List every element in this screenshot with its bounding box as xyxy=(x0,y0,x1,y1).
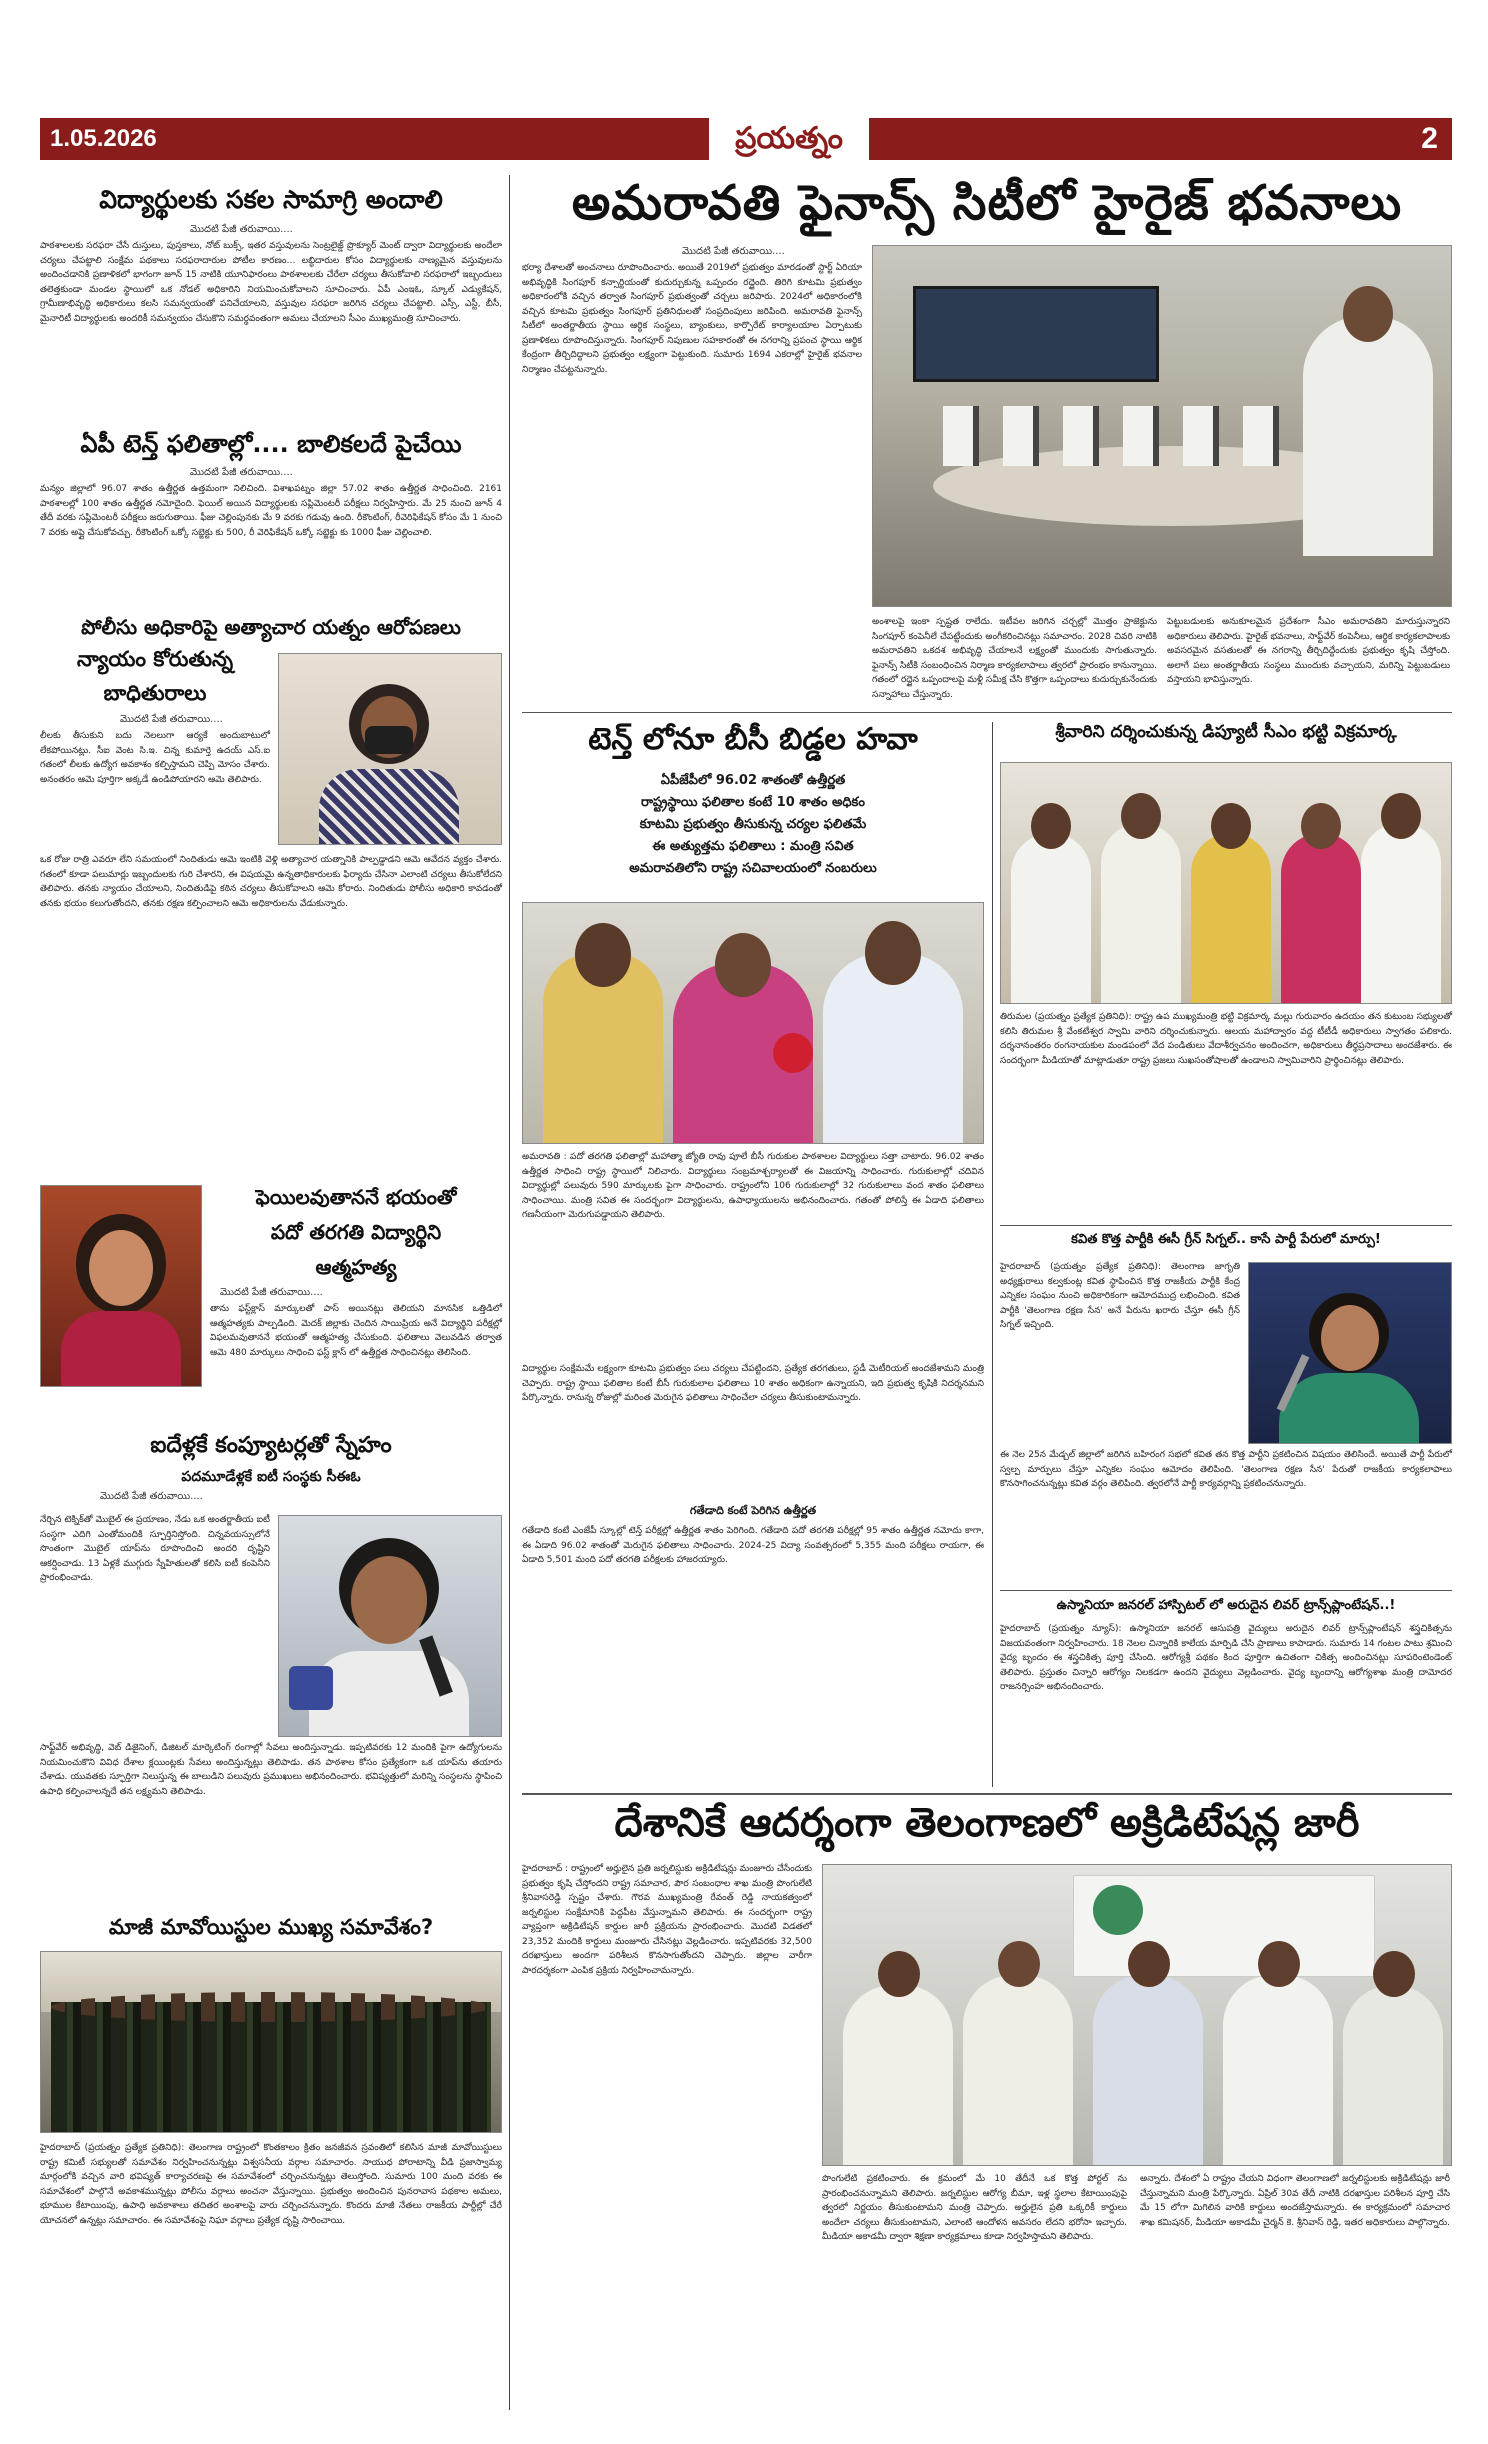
article-police-allegation xyxy=(40,615,502,1175)
accreditation-event-photo xyxy=(822,1864,1452,2166)
headline: మాజీ మావోయిస్టుల ముఖ్య సమావేశం? xyxy=(108,1915,434,1939)
article-body: అమరావతి : పదో తరగతి ఫలితాల్లో మహాత్మా జ్యోతి రావు పూలే బీసీ గురుకుల పాఠశాలల విద్యార్థులు సత్తా చాటారు. 96.02 శాతం ఉత్తీర్ణత సాధించి రాష్ట్ర స్థాయిలో నిలిచారు. విద్యార్థులు సంబ్రమాశ్చర్యాలతో ఈ విజయాన్ని సాధించారు. గురుకులాల్లో చదివిన విద్యార్థుల్లో పలువురు 590 మార్కులకు పైగా సాధించారు. రాష్ట్రంలోని 106 గురుకులాల్లో 32 గురుకులాలు వంద శాతం ఫలితాలు సాధించాయి. మంత్రి సవిత ఈ సందర్భంగా విద్యార్థులను, ఉపాధ్యాయులను అభినందించారు. గతంతో పోలిస్తే ఈ ఏడాది ఫలితాలు గణనీయంగా మెరుగుపడ్డాయని తెలిపారు. xyxy=(522,1152,984,1220)
article-students-supplies xyxy=(40,185,502,326)
article-body: ఈ నెల 25న మేడ్చల్ జిల్లాలో జరిగిన బహిరంగ సభలో కవిత తన కొత్త పార్టీని ప్రకటించిన విషయం తెలిసిందే. అయితే పార్టీ పేరులో స్వల్ప మార్పులు చేస్తూ ఎన్నికల సంఘం ఆమోదం తెలిపింది. 'తెలంగాణ రక్షణ సేన' పేరుతో రాజకీయ కార్యకలాపాలు కొనసాగించనున్నట్లు కవిత వర్గం తెలిపింది. త్వరలోనే పార్టీ కార్యవర్గాన్ని ప్రకటించనున్నారు. xyxy=(1000,1450,1452,1489)
subheadline: బాధితురాలు xyxy=(103,681,207,705)
article-body: పొంగులేటి ప్రకటించారు. ఈ క్రమంలో మే 10 తేదీనే ఒక కొత్త పోర్టల్ ను ప్రారంభించనున్నామని తెలిపారు. జర్నలిస్టుల ఆరోగ్య బీమా, ఇళ్ల స్థలాల కేటాయింపుపై త్వరలో నిర్ణయం తీసుకుంటామని మంత్రి చెప్పారు. అర్హులైన ప్రతి ఒక్కరికీ కార్డులు అందేలా చర్యలు తీసుకుంటామని, ఎలాంటి ఆందోళన అవసరం లేదని భరోసా ఇచ్చారు. మీడియా అకాడమీ ద్వారా శిక్షణా కార్యక్రమాలు కూడా నిర్వహిస్తామని తెలిపారు. xyxy=(822,2174,1127,2242)
continued-label: మొదటి పేజీ తరువాయి.... xyxy=(682,246,785,257)
boy-ceo-photo xyxy=(278,1515,502,1737)
maoists-group-photo xyxy=(40,1951,502,2133)
headline: టెన్త్ లోనూ బీసీ బిడ్డల హవా xyxy=(588,722,918,757)
issue-date: 1.05.2026 xyxy=(50,125,157,152)
article-body: ఒక రోజు రాత్రి ఎవరూ లేని సమయంలో నిందితుడు ఆమె ఇంటికి వెళ్లి అత్యాచార యత్నానికి పాల్పడ్డాడని ఆమె ఆవేదన వ్యక్తం చేశారు. గతంలో కూడా పలుమార్లు ఇబ్బందులకు గురి చేశారని, ఈ విషయమై ఉన్నతాధికారులకు ఫిర్యాదు చేసినా ఎలాంటి చర్యలు తీసుకోలేదని తెలిపారు. తనకు న్యాయం చేయాలని, నిందితుడిపై కఠిన చర్యలు తీసుకోవాలని ఆమె కోరారు. నిందితుడు పోలీసు అధికారి కావడంతో తనకు భయం కలుగుతోందని, తనకు రక్షణ కల్పించాలని ఆమె అధికారులను వేడుకున్నారు. xyxy=(40,855,502,909)
article-body: పెట్టుబడులకు అనుకూలమైన ప్రదేశంగా సీఎం అమరావతిని మారుస్తున్నారని అధికారులు తెలిపారు. హైరైజ్ భవనాలు, సాఫ్ట్‌వేర్ కంపెనీలు, ఆర్థిక కార్యకలాపాలకు అవసరమైన వసతులతో ఈ నగరాన్ని తీర్చిదిద్దేందుకు ప్రభుత్వం కృషి చేస్తోంది. అలాగే పలు అంతర్జాతీయ సంస్థలు ముందుకు వచ్చాయని, మరిన్ని పెట్టుబడులు వస్తాయని భావిస్తున్నారు. xyxy=(1167,617,1450,685)
continued-label: మొదటి పేజీ తరువాయి.... xyxy=(220,1287,323,1298)
tirumala-visit-photo xyxy=(1000,762,1452,1004)
continued-label: మొదటి పేజీ తరువాయి.... xyxy=(100,1491,203,1502)
victim-photo xyxy=(278,653,502,845)
meeting-photo xyxy=(872,245,1452,607)
article-liver-transplant xyxy=(1000,1598,1452,1788)
left-column xyxy=(40,175,502,2410)
continued-label: మొదటి పేజీ తరువాయి.... xyxy=(190,224,293,235)
article-body: హైదరాబాద్ : రాష్ట్రంలో అర్హులైన ప్రతి జర్నలిస్టుకు అక్రిడిటేషన్లు మంజూరు చేసేందుకు ప్రభుత్వం కృషి చేస్తోందని రాష్ట్ర సమాచార, పౌర సంబంధాల శాఖ మంత్రి పొంగులేటి శ్రీనివాసరెడ్డి స్పష్టం చేశారు. గౌరవ ముఖ్యమంత్రి రేవంత్ రెడ్డి నాయకత్వంలో జర్నలిస్టుల సంక్షేమానికి పెద్దపీట వేస్తున్నామని తెలిపారు. ఈ సందర్భంగా రాష్ట్ర వ్యాప్తంగా అక్రిడిటేషన్ కార్డుల జారీ ప్రక్రియను ప్రారంభించారు. మొదటి విడతలో 23,352 మందికి కార్డులు మంజూరు చేసినట్లు వెల్లడించారు. ఇప్పటివరకు 32,500 దరఖాస్తులు అందగా పరిశీలన కొనసాగుతోందని చెప్పారు. జిల్లాల వారీగా పారదర్శకంగా ఎంపిక ప్రక్రియ నిర్వహించామన్నారు. xyxy=(522,1864,812,1976)
article-ex-maoists xyxy=(40,1915,502,2410)
article-body: భర్యా దేశాలతో అంచనాలు రూపొందించారు. అయితే 2019లో ప్రభుత్వం మారడంతో స్టార్ట్ ఏరియా అభివృద్ధికి సింగపూర్ కన్సార్టియంతో కుదుర్చుకున్న ఒప్పందం రద్దైంది. తిరిగి కూటమి ప్రభుత్వం అధికారంలోకి వచ్చిన తర్వాత సింగపూర్ ప్రభుత్వంతో చర్చలు జరిపారు. 2024లో అధికారంలోకి వచ్చిన కూటమి ప్రభుత్వం సింగపూర్ ప్రతినిధులతో సంప్రదింపులు జరిపింది. అమరావతి ఫైనాన్స్ సిటీలో అంతర్జాతీయ స్థాయి ఆర్థిక సంస్థలు, బ్యాంకులు, కార్పొరేట్ కార్యాలయాల ఏర్పాటుకు ప్రణాళికలు రూపొందిస్తున్నారు. సింగపూర్ నిపుణుల సహకారంతో ఈ నగరాన్ని ప్రపంచ స్థాయి ఆర్థిక కేంద్రంగా తీర్చిదిద్దాలని ప్రభుత్వం లక్ష్యంగా పెట్టుకుంది. సుమారు 1694 ఎకరాల్లో హైరైజ్ భవనాల నిర్మాణం చేపట్టనున్నారు. xyxy=(522,263,862,375)
article-body: హైదరాబాద్ (ప్రయత్నం న్యూస్): ఉస్మానియా జనరల్ ఆసుపత్రి వైద్యులు అరుదైన లివర్ ట్రాన్స్‌ప్లాంటేషన్ శస్త్రచికిత్సను విజయవంతంగా నిర్వహించారు. 18 నెలల చిన్నారికి కాలేయ మార్పిడి చేసి ప్రాణాలు కాపాడారు. సుమారు 14 గంటల పాటు శ్రమించి వైద్య బృందం ఈ శస్త్రచికిత్స పూర్తి చేసింది. ఆరోగ్యశ్రీ పథకం కింద పూర్తిగా ఉచితంగా చికిత్స అందించినట్లు సూపరింటెండెంట్ తెలిపారు. ప్రస్తుతం చిన్నారి ఆరోగ్యం నిలకడగా ఉందని వైద్యులు వెల్లడించారు. వైద్య బృందాన్ని ఆరోగ్యశాఖ మంత్రి దామోదర రాజనర్సింహ అభినందించారు. xyxy=(1000,1624,1452,1692)
headline: ఏపీ టెన్త్ ఫలితాల్లో.... బాలికలదే పైచేయి xyxy=(80,430,462,458)
student-photo xyxy=(40,1185,202,1387)
headline: ఉస్మానియా జనరల్ హాస్పిటల్ లో అరుదైన లివర్ ట్రాన్స్‌ప్లాంటేషన్..! xyxy=(1056,1598,1396,1613)
headline: పోలీసు అధికారిపై అత్యాచార యత్నం ఆరోపణలు xyxy=(81,615,461,639)
section-divider xyxy=(522,1793,1452,1795)
headline-line: పదో తరగతి విద్యార్థిని xyxy=(270,1220,442,1244)
article-body-side: లీలకు తీసుకుని బదు నెలలుగా ఆర్యకే అందుబాటులో లేకపోయినట్లు. సీఐ వెంట సి.ఇ. చిన్న కుమార్తె ఉదయ్ ఎస్.ఐ గతంలో లీలకు ఉద్యోగ అవకాశం కల్పిస్తామని చెప్పి మోసం చేశారు. అనంతరం ఆమె పూర్తిగా అక్కడే ఉండిపోయారని ఆమె తెలిపారు. xyxy=(40,731,270,785)
subheadline: న్యాయం కోరుతున్న xyxy=(76,647,234,671)
headline: విద్యార్థులకు సకల సామాగ్రి అందాలి xyxy=(99,185,443,214)
headline: అమరావతి ఫైనాన్స్ సిటీలో హైరైజ్ భవనాలు xyxy=(571,175,1403,231)
article-body: తాను ఫస్ట్‌క్లాస్ మార్కులతో పాస్ అయినట్లు తెలియని మానసిక ఒత్తిడిలో ఆత్మహత్యకు పాల్పడింది. మెదక్ జిల్లాకు చెందిన సాయిప్రియ అనే విద్యార్థిని పరీక్షల్లో విఫలమవుతాననే భయంతో ఆత్మహత్య చేసుకుంది. ఫలితాలు వెలువడిన తర్వాత ఆమె 480 మార్కులు సాధించి ఫస్ట్ క్లాస్ లో ఉత్తీర్ణత సాధించినట్లు తెలిసింది. xyxy=(210,1304,502,1358)
article-body: గతేడాది కంటే ఎంజేపీ స్కూల్లో టెన్త్ పరీక్షల్లో ఉత్తీర్ణత శాతం పెరిగింది. గతేడాది పదో తరగతి పరీక్షల్లో 95 శాతం ఉత్తీర్ణత నమోదు కాగా, ఈ ఏడాది 96.02 శాతంతో మెరుగైన ఫలితాలు సాధించారు. 2024-25 విద్యా సంవత్సరంలో 5,355 మంది పరీక్షలు రాయగా, ఈ ఏడాది 5,501 మంది పదో తరగతి పరీక్షలకు హాజరయ్యారు. xyxy=(522,1526,984,1565)
continued-label: మొదటి పేజీ తరువాయి.... xyxy=(120,714,223,725)
newspaper-name: ప్రయత్నం xyxy=(709,118,869,160)
page-number: 2 xyxy=(1421,122,1438,155)
article-body: మన్యం జిల్లాలో 96.07 శాతం ఉత్తీర్ణత ఉత్తమంగా నిలిచింది. విశాఖపట్నం జిల్లా 57.02 శాతం ఉత్తీర్ణత సాధించింది. 2161 పాఠశాలల్లో 100 శాతం ఉత్తీర్ణత నమోదైంది. ఫెయిల్ అయిన విద్యార్థులకు సప్లిమెంటరీ పరీక్షలు నిర్వహిస్తారు. మే 25 నుంచి జూన్ 4 తేదీ వరకు సప్లిమెంటరీ పరీక్షలు జరుగుతాయి. ఫీజు చెల్లింపునకు మే 9 వరకు గడువు ఉంది. రీకౌంటింగ్, రీవెరిఫికేషన్ కోసం మే 1 నుంచి 7 వరకు అప్లై చేసుకోవచ్చు. రీకౌంటింగ్ ఒక్కో సబ్జెక్టు కు 500, రీ వెరిఫికేషన్ ఒక్కో సబ్జెక్టు కు 1000 ఫీజు చెల్లించాలి. xyxy=(40,484,502,538)
article-body: అన్నారు. దేశంలో ఏ రాష్ట్రం చేయని విధంగా తెలంగాణలో జర్నలిస్టులకు అక్రిడిటేషన్లు జారీ చేస్తున్నామని మంత్రి పేర్కొన్నారు. ఏప్రిల్ 30వ తేదీ నాటికి దరఖాస్తుల పరిశీలన పూర్తి చేసి మే 15 లోగా మిగిలిన వారికి కార్డులు అందజేస్తామన్నారు. ఈ కార్యక్రమంలో సమాచార శాఖ కమిషనర్, మీడియా అకాడమీ చైర్మన్ కె. శ్రీనివాస్ రెడ్డి, ఇతర అధికారులు పాల్గొన్నారు. xyxy=(1140,2174,1450,2228)
headline: దేశానికే ఆదర్శంగా తెలంగాణలో అక్రిడిటేషన్ల జారీ xyxy=(614,1800,1360,1846)
section-subhead: గతేడాది కంటే పెరిగిన ఉత్తీర్ణత xyxy=(689,1504,817,1517)
deck-line: అమరావతిలోని రాష్ట్ర సచివాలయంలో నంబరులు xyxy=(629,861,877,876)
subheadline: పదమూడేళ్లకే ఐటీ సంస్థకు సీఈఓ xyxy=(181,1469,361,1485)
article-body-side: హైదరాబాద్ (ప్రయత్నం ప్రత్యేక ప్రతినిధి): తెలంగాణ జాగృతి అధ్యక్షురాలు కల్వకుంట్ల కవిత స్థాపించిన కొత్త రాజకీయ పార్టీకి కేంద్ర ఎన్నికల సంఘం నుంచి అధికారికంగా ఆమోదముద్ర లభించింది. కవిత పార్టీకి 'తెలంగాణ రక్షణ సేన' అనే పేరును ఖరారు చేస్తూ ఈసీ గ్రీన్ సిగ్నల్ ఇచ్చింది. xyxy=(1000,1262,1240,1330)
headline: శ్రీవారిని దర్శించుకున్న డిప్యూటీ సీఎం భట్టి విక్రమార్క xyxy=(1055,722,1397,742)
deck-line: రాష్ట్రస్థాయి ఫలితాల కంటే 10 శాతం అధికం xyxy=(641,795,865,810)
article-young-ceo xyxy=(40,1433,502,1903)
headline: కవిత కొత్త పార్టీకి ఈసీ గ్రీన్ సిగ్నల్.. కాసే పార్టీ పేరులో మార్పు! xyxy=(1071,1232,1381,1247)
section-divider xyxy=(1000,1590,1452,1591)
article-student-suicide xyxy=(40,1185,502,1425)
article-body: హైదరాబాద్ (ప్రయత్నం ప్రత్యేక ప్రతినిధి): తెలంగాణ రాష్ట్రంలో కొంతకాలం క్రితం జనజీవన స్రవంతిలో కలిసిన మాజీ మావోయిస్టులు రాష్ట్ర కమిటీ సభ్యులతో సమావేశం నిర్వహించనున్నట్లు విశ్వసనీయ వర్గాల సమాచారం. సాయుధ పోరాటాన్ని వీడి ప్రజాస్వామ్య మార్గంలోకి వచ్చిన వారి భవిష్యత్ కార్యాచరణపై ఈ సమావేశంలో చర్చించనున్నట్లు తెలుస్తోంది. సుమారు 100 మంది వరకు ఈ సమావేశంలో పాల్గొనే అవకాశమున్నట్లు పోలీసు వర్గాలు అంచనా వేస్తున్నాయి. ప్రభుత్వం అందించిన పునరావాస పథకాల అమలు, భూముల కేటాయింపు, ఉపాధి అవకాశాలు తదితర అంశాలపై వారు చర్చించనున్నారు. కొందరు మాజీ నేతలు రాజకీయ పార్టీల్లో చేరే యోచనలో ఉన్నట్లు సమాచారం. ఈ సమావేశంపై నిఘా వర్గాలు ప్రత్యేక దృష్టి సారించాయి. xyxy=(40,2143,502,2226)
headline-line: ఆత్మహత్య xyxy=(315,1255,397,1279)
article-body: పాఠశాలలకు సరఫరా చేసే దుస్తులు, పుస్తకాలు, నోట్ బుక్స్, ఇతర వస్తువులను సెంట్రలైజ్డ్ ప్రొక్యూర్ మెంట్ ద్వారా విద్యార్థులకు అందేలా చర్యలు చేపట్టాలి సంక్షేమ పథకాలు సరఫరాదారుల పోటీల కారణం… లబ్ధిదారుల కోసం విద్యార్థులకు నాణ్యమైన వస్తువులను అందించడానికి ప్రణాళికలో భాగంగా జూన్ 15 నాటికి యూనిఫారంలు పాఠశాలలకు చేరేలా చర్యలు తీసుకోవాలి సరఫరాలో ఇబ్బందులు తలెత్తకుండా మండల స్థాయిలో ఒక నోడల్ అధికారిని నియమించుకోవాలని సూచించారు. ఏపీ ఎంఇఓ, స్కూల్ ఎడ్యుకేషన్, గ్రామీణాభివృద్ధి అధికారులు కలసి సమన్వయంతో పనిచేయాలని, వస్తువుల సరఫరా జరిగిన చర్యలు చేపట్టాలి. ఎస్సీ, ఎస్టీ, బీసీ, మైనారిటీ విద్యార్థులకు అందరికీ సమన్వయం చేసుకొని సమర్థవంతంగా అమలు చేయాలని సీఎం ముఖ్యమంత్రి సూచించారు. xyxy=(40,241,502,324)
deck-line: ఈ అత్యుత్తమ ఫలితాలు : మంత్రి సవిత xyxy=(652,839,854,854)
article-body: సాఫ్ట్‌వేర్ అభివృద్ధి, వెబ్ డిజైనింగ్, డిజిటల్ మార్కెటింగ్ రంగాల్లో సేవలు అందిస్తున్నాడు. ఇప్పటివరకు 12 మందికి పైగా ఉద్యోగులను నియమించుకొని వివిధ దేశాల క్లయింట్లకు సేవలు అందిస్తున్నట్లు తెలిపాడు. తన పాఠశాల కోసం ప్రత్యేకంగా ఒక యాప్‌ను తయారు చేశాడు. యువతకు స్ఫూర్తిగా నిలుస్తున్న ఈ బాలుడిని పలువురు ప్రముఖులు అభినందించారు. భవిష్యత్తులో మరిన్ని సంస్థలను స్థాపించి ఉపాధి కల్పించాలన్నదే తన లక్ష్యమని తెలిపాడు. xyxy=(40,1743,502,1797)
column-divider xyxy=(992,722,993,1787)
article-bhatti-tirumala xyxy=(1000,722,1452,1222)
deck-line: కూటమి ప్రభుత్వం తీసుకున్న చర్యల ఫలితమే xyxy=(639,817,867,832)
article-amaravati-finance-city xyxy=(522,175,1452,705)
continued-label: మొదటి పేజీ తరువాయి.... xyxy=(190,467,293,478)
section-divider xyxy=(1000,1225,1452,1226)
article-kavitha-party xyxy=(1000,1232,1452,1587)
article-body: తిరుమల (ప్రయత్నం ప్రత్యేక ప్రతినిధి): రాష్ట్ర ఉప ముఖ్యమంత్రి భట్టి విక్రమార్క మల్లు గురువారం ఉదయం తన కుటుంబ సభ్యులతో కలిసి తిరుమల శ్రీ వేంకటేశ్వర స్వామి వారిని దర్శించుకున్నారు. ఆలయ మహాద్వారం వద్ద టీటీడీ అధికారులు స్వాగతం పలికారు. దర్శనానంతరం రంగనాయకుల మండపంలో వేద పండితులు వేదాశీర్వచనం అందించగా, అధికారులు తీర్థప్రసాదాలు అందజేశారు. ఈ సందర్భంగా మీడియాతో మాట్లాడుతూ రాష్ట్ర ప్రజలు సుఖసంతోషాలతో ఉండాలని స్వామివారిని ప్రార్థించినట్లు తెలిపారు. xyxy=(1000,1012,1452,1066)
masthead-bar xyxy=(40,118,1452,160)
minister-savitha-photo xyxy=(522,902,984,1144)
headline-line: ఫెయిలవుతాననే భయంతో xyxy=(255,1185,457,1209)
article-bc-tenth-results xyxy=(522,722,984,1787)
column-divider xyxy=(509,175,510,2410)
section-divider xyxy=(522,712,1452,713)
article-accreditation xyxy=(522,1800,1452,2410)
article-ap-tenth-results xyxy=(40,430,502,540)
article-body: విద్యార్థుల సంక్షేమమే లక్ష్యంగా కూటమి ప్రభుత్వం పలు చర్యలు చేపట్టిందని, ప్రత్యేక తరగతులు, స్టడీ మెటీరియల్ అందజేశామని మంత్రి చెప్పారు. రాష్ట్ర స్థాయి ఫలితాల కంటే బీసీ గురుకులాల ఫలితాలు 10 శాతం అధికంగా ఉన్నాయని, ఇది ప్రభుత్వ కృషికి నిదర్శనమని పేర్కొన్నారు. రానున్న రోజుల్లో మరింత మెరుగైన ఫలితాలు సాధించేలా చర్యలు తీసుకుంటామన్నారు. xyxy=(522,1364,984,1403)
article-body: అంశాలపై ఇంకా స్పష్టత రాలేదు. ఇటీవల జరిగిన చర్చల్లో మొత్తం ప్రాజెక్టును సింగపూర్ కంపెనీలే చేపట్టేందుకు అంగీకరించినట్లు సమాచారం. 2028 చివరి నాటికి అమరావతిని ఒకదశ అభివృద్ధి చేయాలనే లక్ష్యంతో ముందుకు సాగుతున్నారు. ఫైనాన్స్ సిటీకి సంబంధించిన నిర్మాణ కార్యకలాపాలు త్వరలో ప్రారంభం కానున్నాయి. గతంలో రద్దైన ఒప్పందాలపై మళ్లీ సమీక్ష చేసి కొత్తగా ఒప్పందాలు కుదుర్చుకునేందుకు సన్నాహాలు చేస్తున్నారు. xyxy=(872,617,1157,700)
deck-line: ఏపీజేపీలో 96.02 శాతంతో ఉత్తీర్ణత xyxy=(660,773,846,788)
article-body-side: నేర్చిన టెక్నిక్‌తో మొబైల్ ఈ ప్రయాణం, నేడు ఒక అంతర్జాతీయ ఐటీ సంస్థగా ఎదిగి ఎంతోమందికి స్ఫూర్తినిస్తోంది. చిన్నవయస్సులోనే సొంతంగా మొబైల్ యాప్‌ను రూపొందించి అందరి దృష్టిని ఆకర్షించాడు. 13 ఏళ్లకే ముగ్గురు స్నేహితులతో కలిసి ఐటీ కంపెనీని ప్రారంభించాడు. xyxy=(40,1515,270,1583)
headline: ఐదేళ్లకే కంప్యూటర్లతో స్నేహం xyxy=(150,1433,392,1458)
kavitha-photo xyxy=(1248,1262,1452,1444)
